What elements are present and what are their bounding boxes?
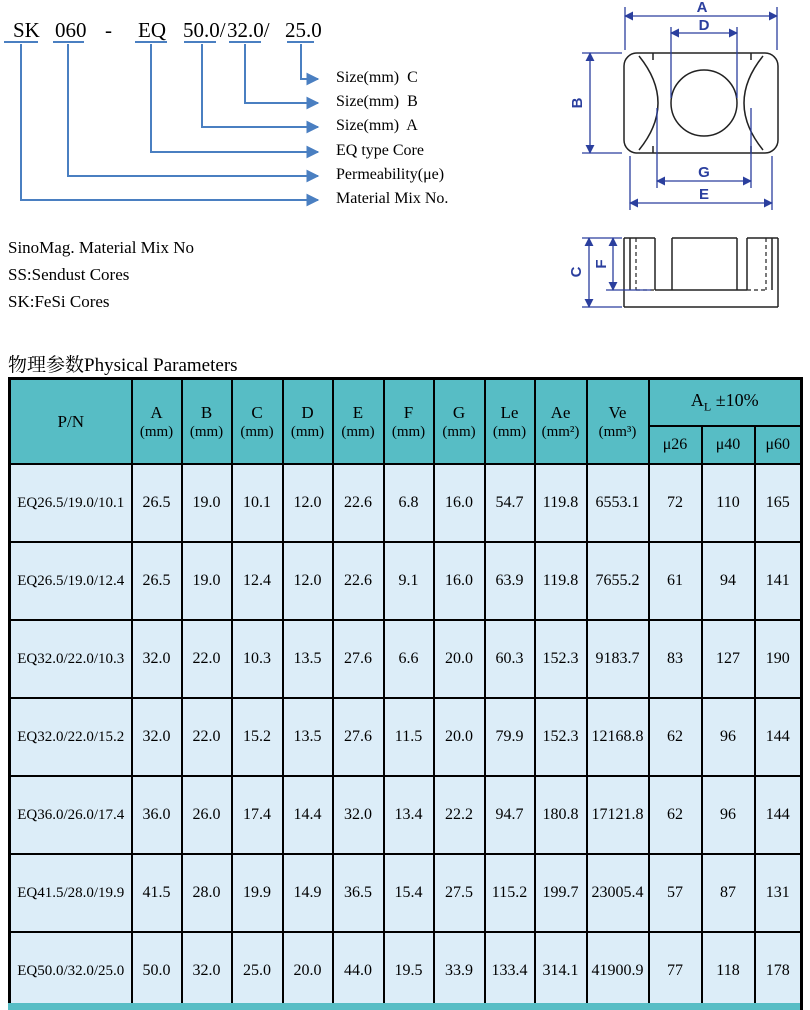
dim-label-g: G (698, 164, 710, 181)
value-cell: 11.5 (384, 698, 434, 776)
value-cell: 12168.8 (587, 698, 649, 776)
value-cell: 60.3 (485, 620, 535, 698)
dim-label-d: D (698, 17, 710, 34)
value-cell: 94 (702, 542, 755, 620)
pn-cell: EQ26.5/19.0/10.1 (10, 464, 132, 542)
value-cell: 19.9 (232, 854, 283, 932)
value-cell: 13.5 (283, 698, 333, 776)
value-cell: 199.7 (535, 854, 587, 932)
top-view-drawing (624, 53, 778, 153)
value-cell: 62 (649, 698, 702, 776)
value-cell: 96 (702, 776, 755, 854)
value-cell: 141 (755, 542, 802, 620)
pn-segment: EQ (138, 18, 166, 42)
table-row (10, 776, 802, 854)
pn-cell: EQ32.0/22.0/15.2 (10, 698, 132, 776)
value-cell: 57 (649, 854, 702, 932)
value-cell: 178 (755, 932, 802, 1010)
value-cell: 152.3 (535, 620, 587, 698)
value-cell: 14.4 (283, 776, 333, 854)
pn-segment: 50.0/ (183, 18, 226, 42)
table-row (10, 620, 802, 698)
col-header-ae: Ae (mm²) (535, 379, 587, 465)
value-cell: 32.0 (132, 698, 182, 776)
value-cell: 127 (702, 620, 755, 698)
physical-parameters-table (8, 377, 803, 1010)
table-row (10, 698, 802, 776)
dim-label-a: A (696, 0, 708, 16)
value-cell: 110 (702, 464, 755, 542)
note-ss: SS:Sendust Cores (8, 265, 130, 284)
value-cell: 17121.8 (587, 776, 649, 854)
col-header-a: A (mm) (132, 379, 182, 465)
col-header-mu-0: μ26 (649, 426, 702, 464)
value-cell: 13.4 (384, 776, 434, 854)
value-cell: 165 (755, 464, 802, 542)
col-header-mu-2: μ60 (755, 426, 802, 464)
value-cell: 13.5 (283, 620, 333, 698)
value-cell: 63.9 (485, 542, 535, 620)
value-cell: 16.0 (434, 464, 485, 542)
col-header-d: D (mm) (283, 379, 333, 465)
note-sk: SK:FeSi Cores (8, 292, 110, 311)
value-cell: 27.5 (434, 854, 485, 932)
dim-label-b: B (569, 97, 586, 109)
table-row (10, 542, 802, 620)
value-cell: 314.1 (535, 932, 587, 1010)
value-cell: 6.6 (384, 620, 434, 698)
value-cell: 119.8 (535, 542, 587, 620)
value-cell: 10.3 (232, 620, 283, 698)
table-header-row-1 (10, 379, 802, 427)
pn-segment: 25.0 (285, 18, 322, 42)
value-cell: 16.0 (434, 542, 485, 620)
value-cell: 41900.9 (587, 932, 649, 1010)
pn-cell: EQ36.0/26.0/17.4 (10, 776, 132, 854)
table-row (10, 464, 802, 542)
pn-segment: SK (13, 18, 40, 42)
value-cell: 14.9 (283, 854, 333, 932)
col-header-f: F (mm) (384, 379, 434, 465)
col-header-b: B (mm) (182, 379, 232, 465)
value-cell: 36.5 (333, 854, 384, 932)
value-cell: 9183.7 (587, 620, 649, 698)
value-cell: 27.6 (333, 620, 384, 698)
value-cell: 61 (649, 542, 702, 620)
value-cell: 9.1 (384, 542, 434, 620)
pn-label-permeability: Permeability(μe) (336, 166, 445, 183)
value-cell: 115.2 (485, 854, 535, 932)
pn-label-material-mix: Material Mix No. (336, 190, 449, 207)
col-header-mu-1: μ40 (702, 426, 755, 464)
value-cell: 22.6 (333, 464, 384, 542)
core-drawing (555, 0, 810, 330)
value-cell: 32.0 (132, 620, 182, 698)
value-cell: 190 (755, 620, 802, 698)
dim-label-e: E (698, 186, 710, 203)
value-cell: 12.4 (232, 542, 283, 620)
value-cell: 87 (702, 854, 755, 932)
part-number-diagram (0, 0, 560, 225)
value-cell: 7655.2 (587, 542, 649, 620)
value-cell: 96 (702, 698, 755, 776)
pn-segment: - (105, 18, 112, 42)
note-sinomag: SinoMag. Material Mix No (8, 238, 195, 257)
value-cell: 19.5 (384, 932, 434, 1010)
value-cell: 144 (755, 776, 802, 854)
col-header-g: G (mm) (434, 379, 485, 465)
value-cell: 131 (755, 854, 802, 932)
dim-label-c: C (568, 266, 585, 278)
value-cell: 19.0 (182, 542, 232, 620)
value-cell: 32.0 (333, 776, 384, 854)
value-cell: 62 (649, 776, 702, 854)
value-cell: 23005.4 (587, 854, 649, 932)
col-header-le: Le (mm) (485, 379, 535, 465)
col-header-e: E (mm) (333, 379, 384, 465)
value-cell: 79.9 (485, 698, 535, 776)
value-cell: 10.1 (232, 464, 283, 542)
value-cell: 6553.1 (587, 464, 649, 542)
value-cell: 26.0 (182, 776, 232, 854)
value-cell: 27.6 (333, 698, 384, 776)
value-cell: 54.7 (485, 464, 535, 542)
value-cell: 41.5 (132, 854, 182, 932)
pn-label-core-type: EQ type Core (336, 142, 424, 159)
value-cell: 20.0 (283, 932, 333, 1010)
value-cell: 83 (649, 620, 702, 698)
side-view-drawing (624, 238, 778, 307)
value-cell: 26.5 (132, 464, 182, 542)
value-cell: 180.8 (535, 776, 587, 854)
value-cell: 22.0 (182, 620, 232, 698)
pn-segment: 060 (55, 18, 87, 42)
value-cell: 15.4 (384, 854, 434, 932)
pn-cell: EQ41.5/28.0/19.9 (10, 854, 132, 932)
value-cell: 119.8 (535, 464, 587, 542)
pn-cell: EQ26.5/19.0/12.4 (10, 542, 132, 620)
next-section-header-strip (8, 1003, 800, 1010)
value-cell: 44.0 (333, 932, 384, 1010)
col-header-c: C (mm) (232, 379, 283, 465)
value-cell: 118 (702, 932, 755, 1010)
value-cell: 22.6 (333, 542, 384, 620)
value-cell: 12.0 (283, 464, 333, 542)
side-view-dimensions (582, 238, 651, 307)
value-cell: 152.3 (535, 698, 587, 776)
col-header-ve: Ve (mm³) (587, 379, 649, 465)
top-view-dimensions (582, 7, 777, 210)
value-cell: 36.0 (132, 776, 182, 854)
pn-label-size-a: Size(mm) A (336, 117, 418, 134)
value-cell: 15.2 (232, 698, 283, 776)
value-cell: 28.0 (182, 854, 232, 932)
value-cell: 22.2 (434, 776, 485, 854)
value-cell: 26.5 (132, 542, 182, 620)
pn-label-size-b: Size(mm) B (336, 93, 418, 110)
value-cell: 25.0 (232, 932, 283, 1010)
table-title: 物理参数Physical Parameters (8, 355, 238, 376)
col-header-pn: P/N (10, 379, 132, 465)
value-cell: 20.0 (434, 620, 485, 698)
value-cell: 94.7 (485, 776, 535, 854)
dim-label-f: F (593, 259, 610, 269)
value-cell: 20.0 (434, 698, 485, 776)
value-cell: 33.9 (434, 932, 485, 1010)
value-cell: 144 (755, 698, 802, 776)
table-row (10, 854, 802, 932)
value-cell: 32.0 (182, 932, 232, 1010)
pn-label-size-c: Size(mm) C (336, 69, 418, 86)
value-cell: 133.4 (485, 932, 535, 1010)
value-cell: 12.0 (283, 542, 333, 620)
value-cell: 50.0 (132, 932, 182, 1010)
pn-cell: EQ50.0/32.0/25.0 (10, 932, 132, 1010)
value-cell: 22.0 (182, 698, 232, 776)
value-cell: 6.8 (384, 464, 434, 542)
value-cell: 19.0 (182, 464, 232, 542)
value-cell: 77 (649, 932, 702, 1010)
table-row (10, 932, 802, 1010)
pn-segment: 32.0/ (227, 18, 270, 42)
col-header-al: $A_L \pm 10\%$ (649, 379, 802, 427)
value-cell: 72 (649, 464, 702, 542)
pn-cell: EQ32.0/22.0/10.3 (10, 620, 132, 698)
value-cell: 17.4 (232, 776, 283, 854)
